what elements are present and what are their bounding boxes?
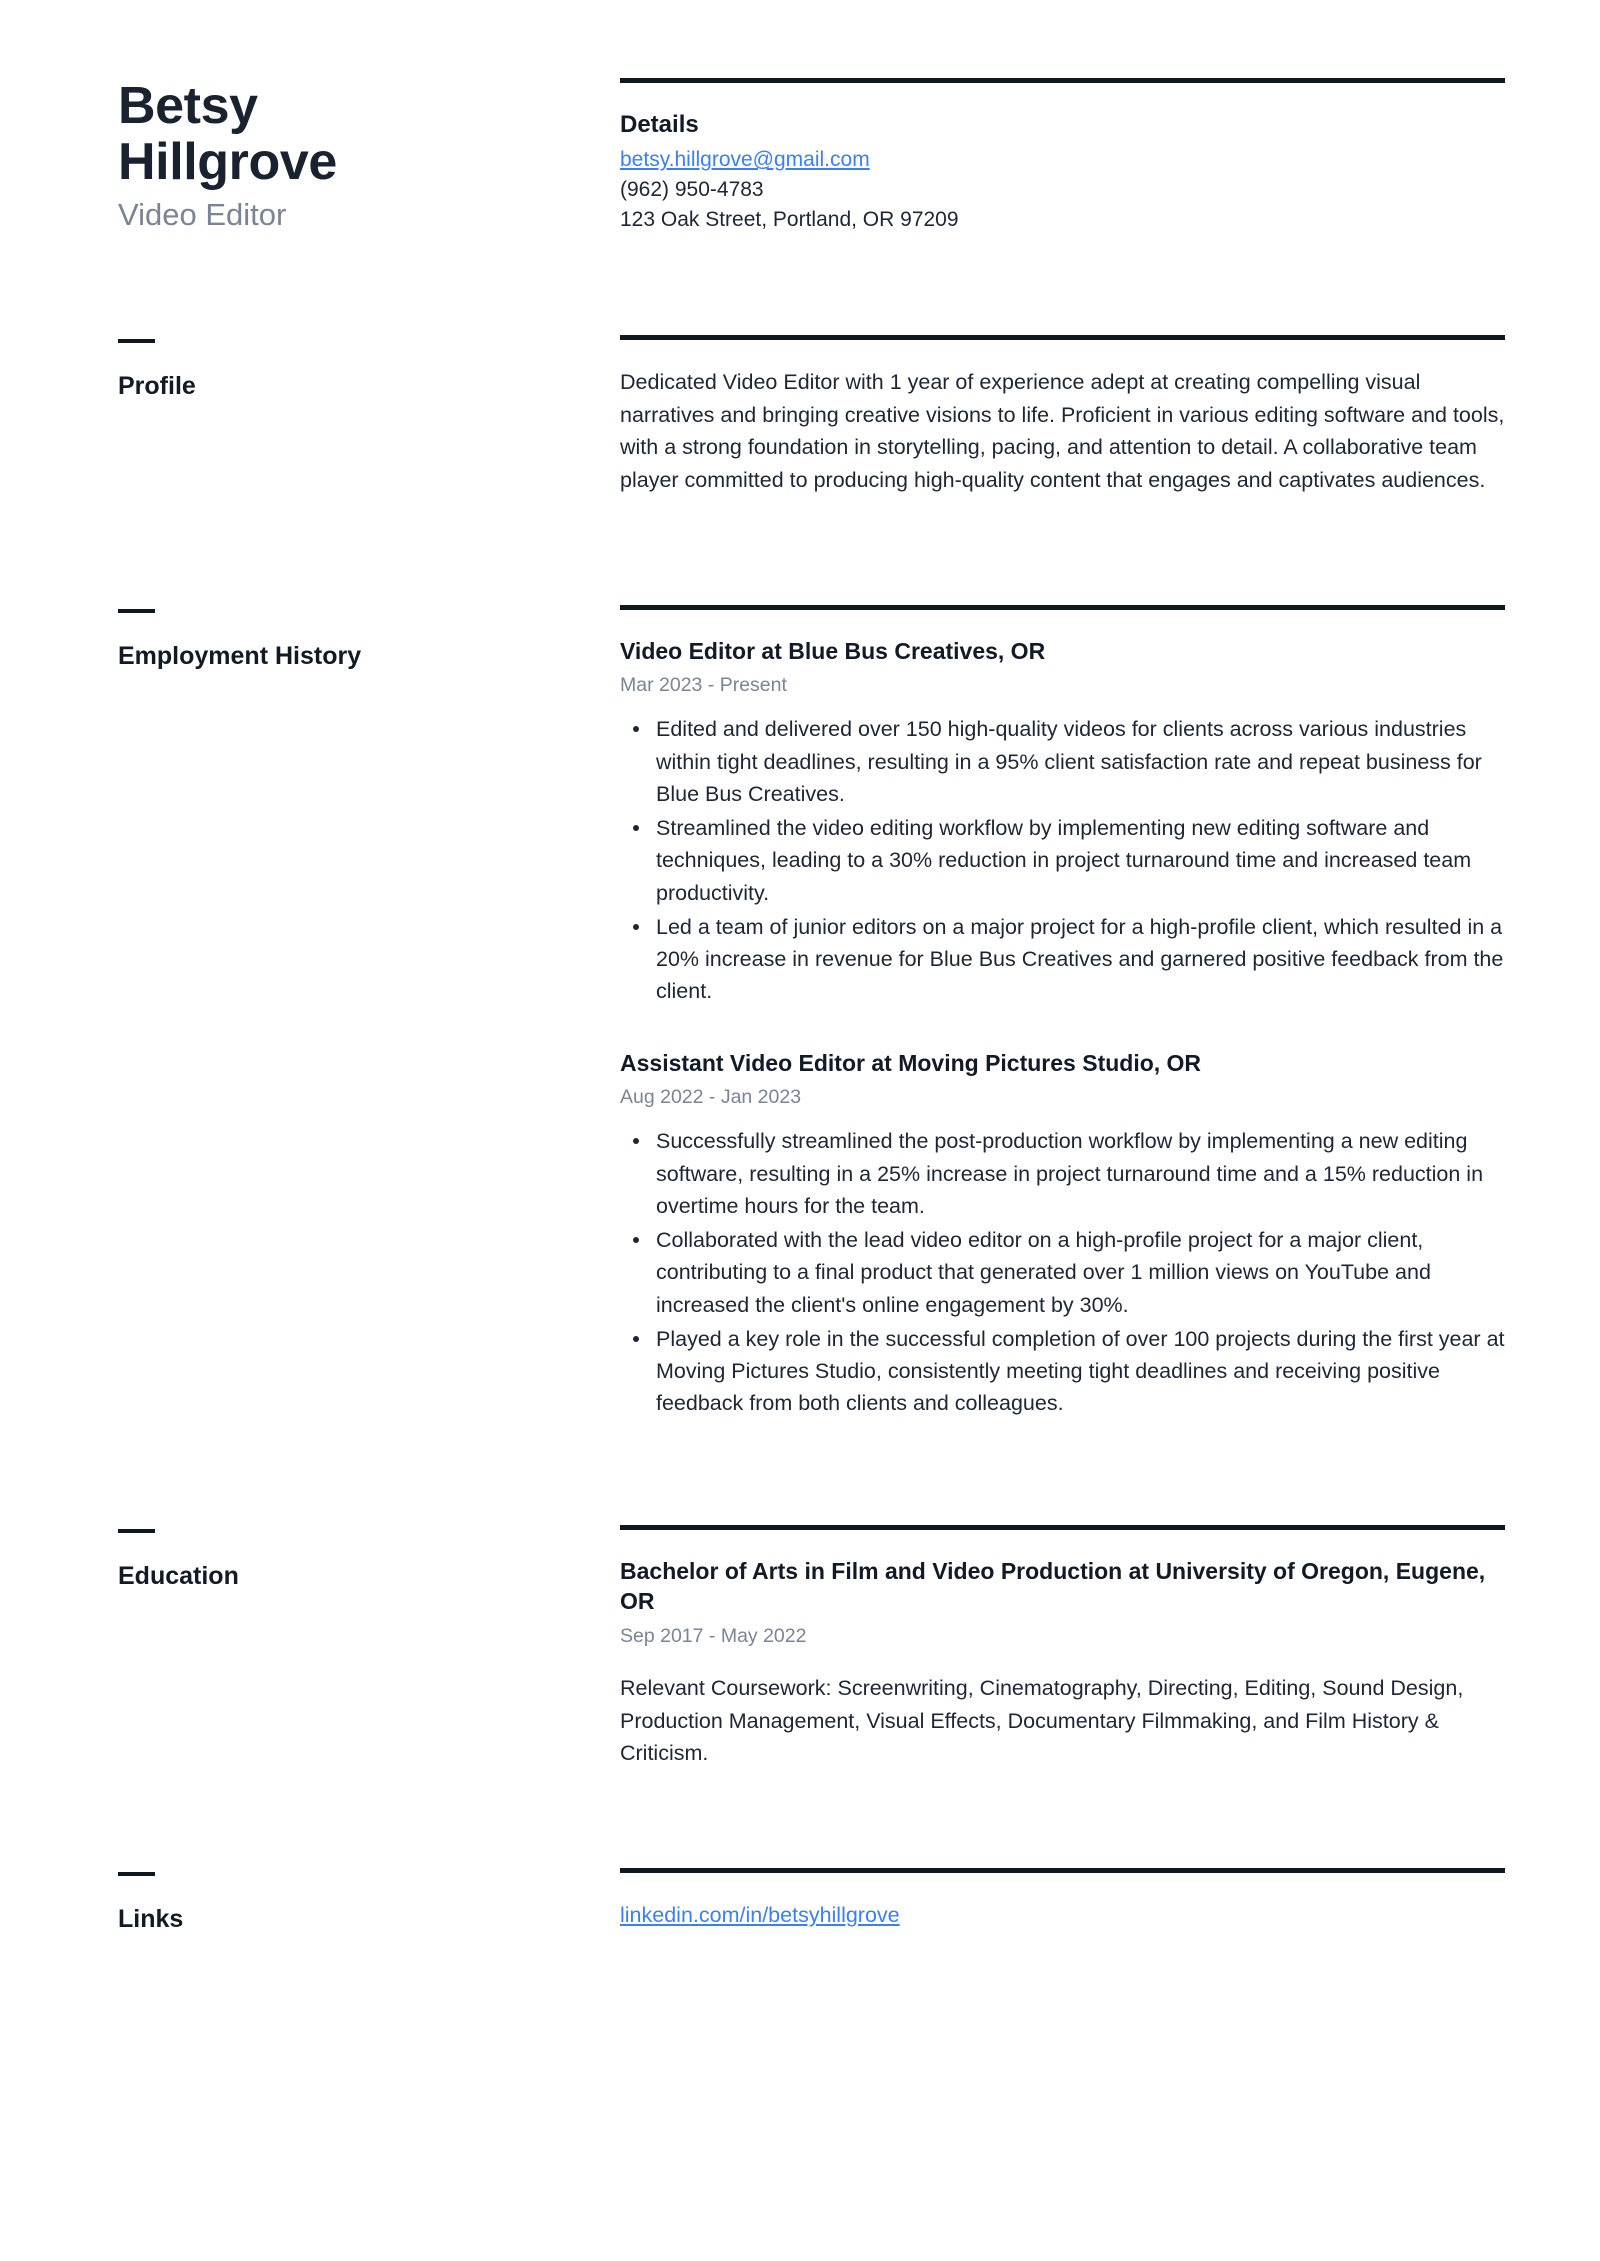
employment-entry-bullets xyxy=(620,713,1505,1007)
sidebar-label-education: Education xyxy=(118,1561,239,1590)
employment-entry-bullets xyxy=(620,1125,1505,1419)
education-entry-date: Sep 2017 - May 2022 xyxy=(620,1624,807,1647)
details-block xyxy=(620,78,1505,235)
list-item: Successfully streamlined the post-production workflow by implementing a new editing software, resulting in a 25% increase in project turnaround time and a 15% reduction in overtime hours for the team. xyxy=(620,1125,1505,1222)
profile-label-wrap xyxy=(118,335,620,402)
links-label-wrap xyxy=(118,1868,620,1935)
list-item: Played a key role in the successful completion of over 100 projects during the first year at Moving Pictures Studio, consistently meeting tight deadlines and receiving positive feedback from both clients and colleagues. xyxy=(620,1323,1505,1420)
details-heading: Details xyxy=(620,111,699,138)
list-item: Streamlined the video editing workflow by implementing new editing software and techniques, leading to a 30% reduction in project turnaround time and increased team productivity. xyxy=(620,812,1505,909)
section-divider xyxy=(620,1525,1505,1530)
phone-line: (962) 950-4783 xyxy=(620,178,764,202)
education-section xyxy=(0,1525,1600,1770)
sidebar-label-employment-history: Employment History xyxy=(118,641,362,670)
page-title xyxy=(118,78,418,190)
education-entry-title: Bachelor of Arts in Film and Video Production at University of Oregon, Eugene, OR xyxy=(620,1557,1486,1615)
last-name: Hillgrove xyxy=(118,133,337,192)
education-content xyxy=(620,1525,1505,1770)
profile-text: Dedicated Video Editor with 1 year of experience adept at creating compelling visual narratives and bringing creative visions to life. Proficient in various editing software and tools, with a strong foundation in storytelling, pacing, and attention to detail. A collaborative team player committed to producing high-quality content that engages and captivates audiences. xyxy=(620,369,1505,492)
links-section xyxy=(0,1868,1600,1995)
sidebar-label-profile: Profile xyxy=(118,371,196,400)
employment-content xyxy=(620,605,1505,1422)
header-identity xyxy=(118,78,620,234)
list-item xyxy=(620,1899,1505,1931)
profile-content xyxy=(620,335,1505,497)
employment-entry-date: Mar 2023 - Present xyxy=(620,674,787,697)
sidebar-label-links: Links xyxy=(118,1905,184,1934)
email-link[interactable]: betsy.hillgrove@gmail.com xyxy=(620,148,870,172)
employment-entry xyxy=(620,1048,1505,1420)
section-divider xyxy=(620,78,1505,83)
linkedin-link[interactable]: linkedin.com/in/betsyhillgrove xyxy=(620,1903,900,1928)
section-divider xyxy=(620,605,1505,610)
section-divider xyxy=(620,335,1505,340)
section-dash-icon xyxy=(118,1872,155,1876)
education-label-wrap xyxy=(118,1525,620,1592)
job-title: Video Editor xyxy=(118,197,287,233)
section-divider xyxy=(620,1868,1505,1873)
links-content xyxy=(620,1868,1505,1931)
employment-entry xyxy=(620,636,1505,1008)
education-entry-description: Relevant Coursework: Screenwriting, Cinematography, Directing, Editing, Sound Design, Production Management, Visual Effects, Documentary Filmmaking, and Film History & Criticism. xyxy=(620,1676,1464,1766)
header-section xyxy=(0,0,1600,235)
address-line: 123 Oak Street, Portland, OR 97209 xyxy=(620,208,959,232)
links-list xyxy=(620,1899,1505,1931)
section-dash-icon xyxy=(118,339,155,343)
section-dash-icon xyxy=(118,609,155,613)
education-entry xyxy=(620,1556,1505,1770)
employment-entry-title: Video Editor at Blue Bus Creatives, OR xyxy=(620,637,1046,664)
employment-section xyxy=(0,605,1600,1422)
email-line xyxy=(620,145,1505,175)
employment-label-wrap xyxy=(118,605,620,672)
section-dash-icon xyxy=(118,1529,155,1533)
list-item: Collaborated with the lead video editor on a high-profile project for a major client, contributing to a final product that generated over 1 million views on YouTube and increased the client's online engagement by 30%. xyxy=(620,1224,1505,1321)
profile-section xyxy=(0,335,1600,497)
list-item: Edited and delivered over 150 high-quality videos for clients across various industries within tight deadlines, resulting in a 95% client satisfaction rate and repeat business for Blue Bus Creatives. xyxy=(620,713,1505,810)
employment-entry-date: Aug 2022 - Jan 2023 xyxy=(620,1086,802,1109)
list-item: Led a team of junior editors on a major project for a high-profile client, which resulted in a 20% increase in revenue for Blue Bus Creatives and garnered positive feedback from the client. xyxy=(620,911,1505,1008)
first-name: Betsy xyxy=(118,77,258,135)
employment-entry-title: Assistant Video Editor at Moving Pictures Studio, OR xyxy=(620,1049,1202,1076)
